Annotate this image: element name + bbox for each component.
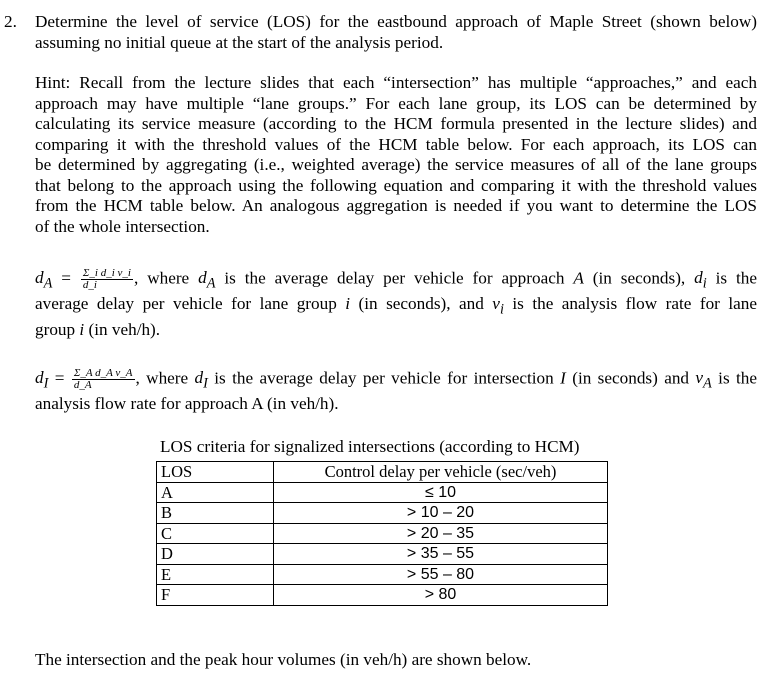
delay-range: > 80 bbox=[274, 585, 608, 606]
los-grade: C bbox=[157, 523, 274, 544]
table-caption: LOS criteria for signalized intersections (according to HCM) bbox=[160, 437, 580, 456]
table-row bbox=[157, 482, 608, 503]
hint-line: from the HCM table below. An analogous aggregation is needed if you want to determine the LOS bbox=[35, 196, 757, 215]
delay-range: > 20 – 35 bbox=[274, 523, 608, 544]
intersection-delay-equation bbox=[35, 368, 757, 415]
delay-range: > 35 – 55 bbox=[274, 544, 608, 565]
los-grade: F bbox=[157, 585, 274, 606]
table-header-row bbox=[157, 462, 608, 483]
delay-range: > 55 – 80 bbox=[274, 564, 608, 585]
eq1-fraction: $\frac{\text{Σ\_i d\_i v\_i}}{d\_i}$ bbox=[82, 267, 131, 291]
header-los: LOS bbox=[157, 462, 274, 483]
eq1-line1: $d_A$ = $\frac{\text{Σ\_i d\_i v\_i}}{d\_i}$ , where $d_A$ is the average delay per vehicle for approach A (in seconds), $d_i$ is the bbox=[35, 267, 757, 292]
hint-line: Hint: Recall from the lecture slides that each “intersection” has multiple “approaches,” and each bbox=[35, 73, 757, 92]
header-delay: Control delay per vehicle (sec/veh) bbox=[274, 462, 608, 483]
los-grade: E bbox=[157, 564, 274, 585]
question-line: assuming no initial queue at the start of the analysis period. bbox=[35, 32, 444, 52]
question-line: Determine the level of service (LOS) for the eastbound approach of Maple Street (shown below) bbox=[35, 12, 757, 31]
hint-line: of the whole intersection. bbox=[35, 216, 210, 236]
los-grade: B bbox=[157, 503, 274, 524]
hint-line: comparing it with the threshold values of the HCM table below. For each approach, its LOS can bbox=[35, 134, 757, 154]
eq2-line2: analysis flow rate for approach A (in veh/h). bbox=[35, 394, 339, 414]
table-row bbox=[157, 544, 608, 565]
table-row bbox=[157, 503, 608, 524]
hint-line: be determined by aggregating (i.e., weighted average) the service measures of all of the lane groups bbox=[35, 155, 757, 174]
eq2-lhs: $d_I$ bbox=[35, 368, 49, 392]
eq1-line3: group i (in veh/h). bbox=[35, 320, 161, 340]
table-row bbox=[157, 585, 608, 606]
eq2-fraction: $\frac{\text{Σ\_A d\_A v\_A}}{d\_A}$ bbox=[73, 367, 133, 391]
delay-range: ≤ 10 bbox=[274, 482, 608, 503]
hint-line: calculating its service measure (according to the HCM formula presented in the lecture slides) and bbox=[35, 114, 757, 133]
footer-text: The intersection and the peak hour volumes (in veh/h) are shown below. bbox=[35, 650, 532, 669]
hint-line: that belong to the approach using the following equation and comparing it with the threshold values bbox=[35, 175, 757, 195]
delay-range: > 10 – 20 bbox=[274, 503, 608, 524]
hint-paragraph bbox=[35, 73, 757, 237]
eq1-line2: average delay per vehicle for lane group i (in seconds), and $v_i$ is the analysis flow rate for lane bbox=[35, 294, 757, 318]
approach-delay-equation bbox=[35, 268, 757, 341]
hint-line: approach may have multiple “lane groups.” For each lane group, its LOS can be determined by bbox=[35, 93, 757, 113]
question-number: 2. bbox=[4, 12, 17, 31]
eq2-line1: $d_I$ = $\frac{\text{Σ\_A d\_A v\_A}}{d\_A}$ , where $d_I$ is the average delay per vehicle for intersection I (in seconds) and $v_A$ is the bbox=[35, 367, 757, 392]
eq1-lhs: $d_A$ bbox=[35, 268, 53, 292]
table-row bbox=[157, 564, 608, 585]
question-text bbox=[35, 12, 757, 53]
los-grade: A bbox=[157, 482, 274, 503]
los-grade: D bbox=[157, 544, 274, 565]
los-criteria-table bbox=[156, 461, 608, 606]
table-row bbox=[157, 523, 608, 544]
